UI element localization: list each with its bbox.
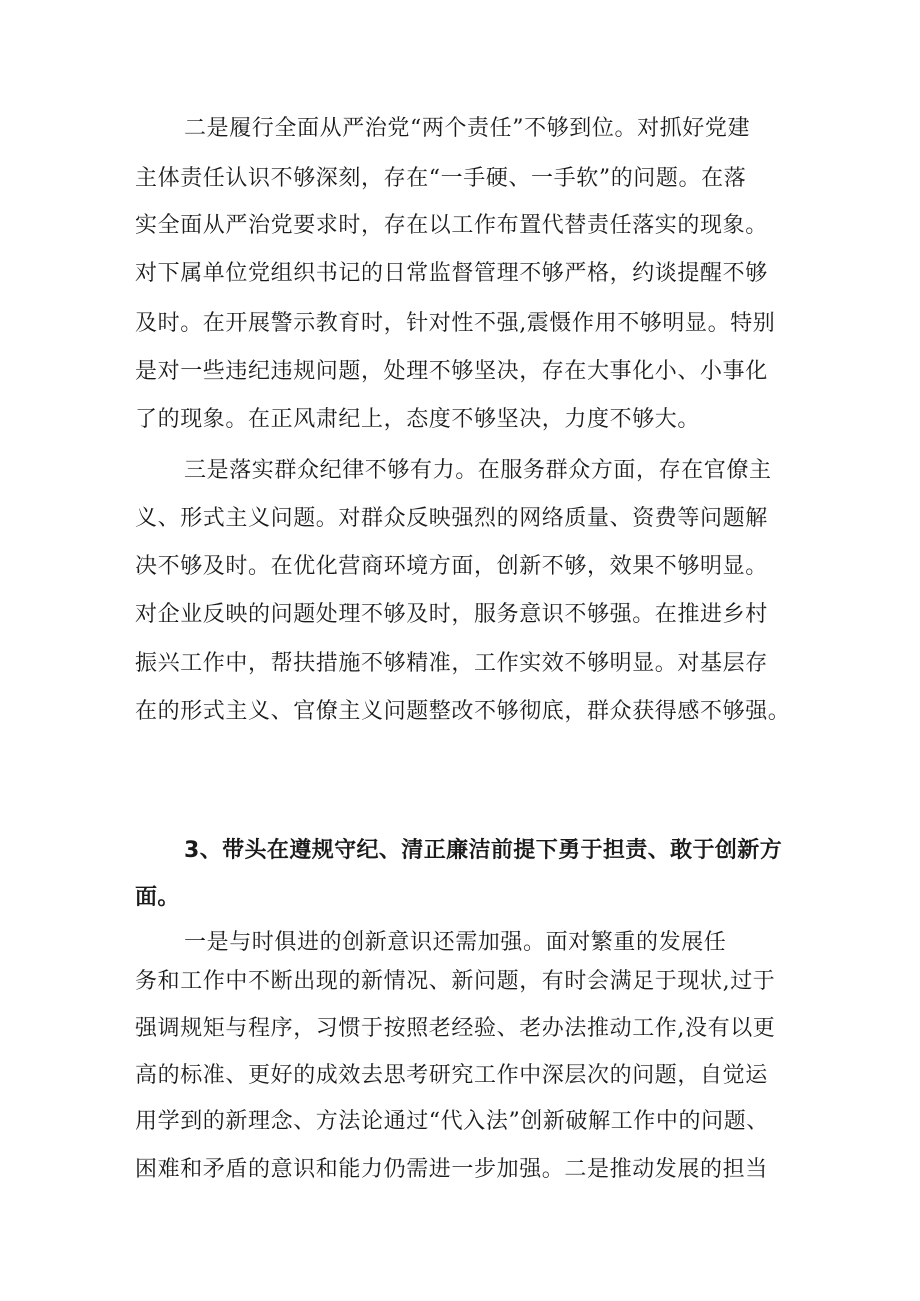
para3-line-3: 决不够及时。在优化营商环境方面，创新不够，效果不够明显。 bbox=[135, 554, 768, 579]
para4-line-6: 困难和矛盾的意识和能力仍需进一步加强。二是推动发展的担当 bbox=[135, 1157, 768, 1182]
para3-line-6: 在的形式主义、官僚主义问题整改不够彻底，群众获得感不够强。 bbox=[135, 699, 791, 724]
para4-line-5: 用学到的新理念、方法论通过“代入法”创新破解工作中的问题、 bbox=[135, 1109, 769, 1134]
para2-line-7: 了的现象。在正风肃纪上，态度不够坚决，力度不够大。 bbox=[135, 407, 701, 432]
para4-line-4: 高的标准、更好的成效去思考研究工作中深层次的问题，自觉运 bbox=[135, 1063, 768, 1088]
para3-line-2: 义、形式主义问题。对群众反映强烈的网络质量、资费等问题解 bbox=[135, 506, 768, 531]
para2-line-3: 实全面从严治党要求时，存在以工作布置代替责任落实的现象。 bbox=[135, 213, 768, 238]
para2-line-5: 及时。在开展警示教育时，针对性不强,震慑作用不够明显。特别 bbox=[135, 311, 776, 336]
para2-line-1: 二是履行全面从严治党“两个责任”不够到位。对抓好党建 bbox=[184, 116, 751, 141]
para2-line-2: 主体责任认识不够深刻，存在“一手硬、一手软”的问题。在落 bbox=[135, 166, 747, 191]
para3-line-4: 对企业反映的问题处理不够及时，服务意识不够强。在推进乡村 bbox=[135, 602, 768, 627]
para4-line-2: 务和工作中不断出现的新情况、新问题，有时会满足于现状,过于 bbox=[135, 969, 776, 994]
section-heading-line-1: 3、带头在遵规守纪、清正廉洁前提下勇于担责、敢于创新方 bbox=[184, 838, 783, 863]
para3-line-1: 三是落实群众纪律不够有力。在服务群众方面，存在官僚主 bbox=[184, 458, 772, 483]
para4-line-1: 一是与时俱进的创新意识还需加强。面对繁重的发展任 bbox=[184, 930, 727, 955]
para2-line-6: 是对一些违纪违规问题，处理不够坚决，存在大事化小、小事化 bbox=[135, 359, 768, 384]
section-heading-line-2: 面。 bbox=[135, 885, 180, 910]
para3-line-5: 振兴工作中，帮扶措施不够精准，工作实效不够明显。对基层存 bbox=[135, 651, 768, 676]
para4-line-3: 强调规矩与程序，习惯于按照老经验、老办法推动工作,没有以更 bbox=[135, 1016, 776, 1041]
para2-line-4: 对下属单位党组织书记的日常监督管理不够严格，约谈提醒不够 bbox=[135, 261, 768, 286]
